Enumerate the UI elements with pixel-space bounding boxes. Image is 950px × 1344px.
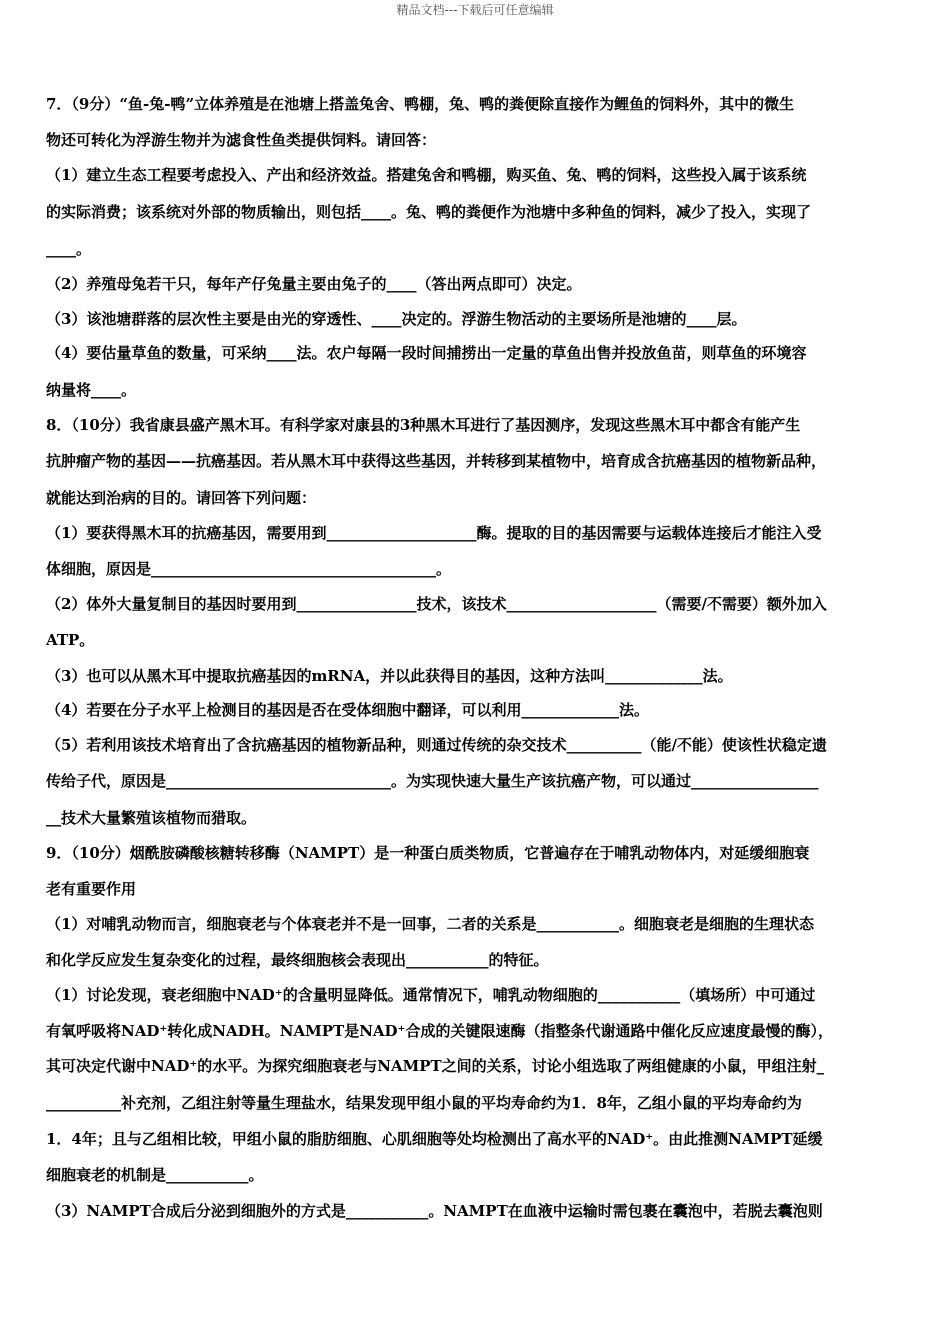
text-line: （3）也可以从黑木耳中提取抗癌基因的mRNA，并以此获得目的基因，这种方法叫_____________法。 xyxy=(46,667,733,685)
text-line: 的实际消费；该系统对外部的物质输出，则包括____。兔、鸭的粪便作为池塘中多种鱼的饲料，减少了投入，实现了 xyxy=(46,203,812,221)
page-header: 精品文档---下载后可任意编辑 xyxy=(396,3,554,17)
text-line: （1）建立生态工程要考虑投入、产出和经济效益。搭建兔舍和鸭棚，购买鱼、兔、鸭的饲料，这些投入属于该系统 xyxy=(46,166,807,184)
text-line: 其可决定代谢中NAD⁺的水平。为探究细胞衰老与NAMPT之间的关系，讨论小组选取了两组健康的小鼠，甲组注射_ xyxy=(46,1057,825,1075)
text-line: （3）NAMPT合成后分泌到细胞外的方式是___________。NAMPT在血液中运输时需包裹在囊泡中，若脱去囊泡则 xyxy=(46,1202,823,1220)
text-line: 细胞衰老的机制是___________。 xyxy=(46,1166,264,1184)
text-line: 体细胞，原因是______________________________________。 xyxy=(46,560,452,578)
text-line: __________补充剂，乙组注射等量生理盐水，结果发现甲组小鼠的平均寿命约为1．8年，乙组小鼠的平均寿命约为 xyxy=(46,1094,802,1112)
text-line: （3）该池塘群落的层次性主要是由光的穿透性、____决定的。浮游生物活动的主要场所是池塘的____层。 xyxy=(46,310,747,328)
text-line: （1）讨论发现，衰老细胞中NAD⁺的含量明显降低。通常情况下，哺乳动物细胞的___________（填场所）中可通过 xyxy=(46,986,816,1004)
text-line: 7．（9分）“鱼-兔-鸭”立体养殖是在池塘上搭盖兔舍、鸭棚，兔、鸭的粪便除直接作为鲤鱼的饲料外，其中的微生 xyxy=(46,95,795,113)
text-line: （5）若利用该技术培育出了含抗癌基因的植物新品种，则通过传统的杂交技术__________（能/不能）使该性状稳定遗 xyxy=(46,736,827,754)
text-line: ATP。 xyxy=(46,631,95,649)
text-line: （1）要获得黑木耳的抗癌基因，需要用到____________________酶。提取的目的基因需要与运载体连接后才能注入受 xyxy=(46,524,822,542)
text-line: ____。 xyxy=(46,240,92,258)
text-line: 8．（10分）我省康县盛产黑木耳。有科学家对康县的3种黑木耳进行了基因测序，发现这些黑木耳中都含有能产生 xyxy=(46,416,801,434)
text-line: 9．（10分）烟酰胺磷酸核糖转移酶（NAMPT）是一种蛋白质类物质，它普遍存在于哺乳动物体内，对延缓细胞衰 xyxy=(46,844,810,862)
text-line: 和化学反应发生复杂变化的过程，最终细胞核会表现出___________的特征。 xyxy=(46,951,549,969)
text-line: （4）若要在分子水平上检测目的基因是否在受体细胞中翻译，可以利用_____________法。 xyxy=(46,701,649,719)
text-line: （2）养殖母兔若干只，每年产仔兔量主要由兔子的____（答出两点即可）决定。 xyxy=(46,275,582,293)
text-line: 纳量将____。 xyxy=(46,381,137,399)
text-line: （4）要估量草鱼的数量，可采纳____法。农户每隔一段时间捕捞出一定量的草鱼出售并投放鱼苗，则草鱼的环境容 xyxy=(46,344,807,362)
text-line: 抗肿瘤产物的基因——抗癌基因。若从黑木耳中获得这些基因，并转移到某植物中，培育成含抗癌基因的植物新品种， xyxy=(46,452,827,470)
text-line: 1．4年；且与乙组相比较，甲组小鼠的脂肪细胞、心肌细胞等处均检测出了高水平的NAD⁺。由此推测NAMPT延缓 xyxy=(46,1130,823,1148)
text-line: （2）体外大量复制目的基因时要用到________________技术，该技术____________________（需要/不需要）额外加入 xyxy=(46,595,827,613)
text-line: __技术大量繁殖该植物而猎取。 xyxy=(46,809,257,827)
text-line: 有氧呼吸将NAD⁺转化成NADH。NAMPT是NAD⁺合成的关键限速酶（指整条代谢通路中催化反应速度最慢的酶）， xyxy=(46,1022,833,1040)
text-line: 老有重要作用 xyxy=(46,880,137,898)
text-line: 物还可转化为浮游生物并为滤食性鱼类提供饲料。请回答： xyxy=(46,131,437,149)
text-line: 传给子代，原因是______________________________。为实现快速大量生产该抗癌产物，可以通过_________________ xyxy=(46,772,819,790)
text-line: （1）对哺乳动物而言，细胞衰老与个体衰老并不是一回事，二者的关系是___________。细胞衰老是细胞的生理状态 xyxy=(46,915,814,933)
text-line: 就能达到治病的目的。请回答下列问题： xyxy=(46,489,317,507)
